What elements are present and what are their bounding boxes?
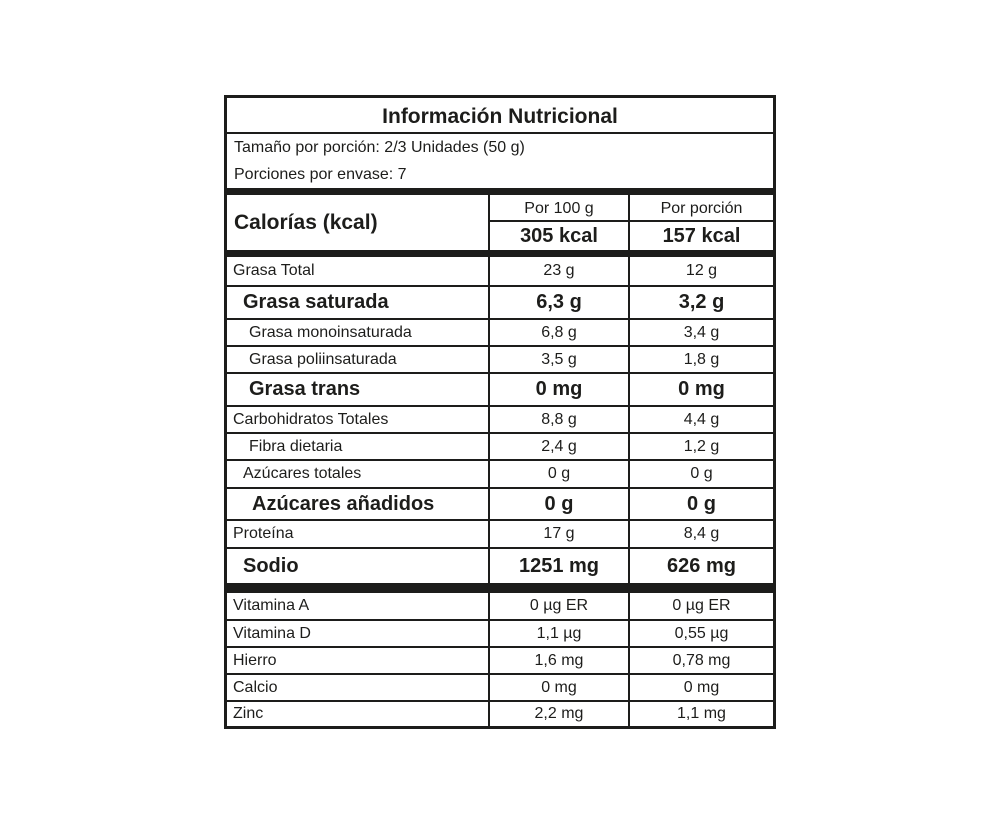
nutrient-name: Sodio [243,554,299,577]
vitamin-name: Calcio [233,678,278,696]
nutrient-row [227,374,773,407]
vitamin-per-100g: 0 mg [488,675,628,700]
nutrient-name: Grasa trans [249,378,361,400]
nutrient-per-serving: 1,2 g [628,434,773,459]
nutrient-per-serving: 0 g [628,489,773,519]
vitamin-name: Vitamina A [233,597,310,614]
nutrient-per-100g: 2,4 g [488,434,628,459]
vitamin-per-100g: 0 µg ER [488,593,628,619]
nutrient-name: Carbohidratos Totales [233,410,389,428]
calories-label: Calorías (kcal) [234,210,378,234]
vitamin-per-100g: 1,6 mg [488,648,628,673]
nutrient-row [227,434,773,461]
servings-per-container: Porciones por envase: 7 [234,166,407,183]
nutrient-per-serving: 0 mg [628,374,773,405]
nutrient-name: Grasa Total [233,262,315,279]
vitamin-row [227,621,773,648]
nutrient-per-100g: 6,8 g [488,320,628,345]
nutrient-per-serving: 4,4 g [628,407,773,432]
vitamin-row [227,702,773,726]
nutrient-row [227,347,773,374]
per-100g-header: Por 100 g [490,195,628,222]
nutrient-per-100g: 23 g [488,257,628,285]
nutrient-name: Proteína [233,525,294,542]
nutrient-name: Azúcares totales [243,465,362,482]
vitamin-name: Vitamina D [233,624,311,642]
nutrient-per-serving: 0 g [628,461,773,487]
vitamin-name: Hierro [233,651,277,669]
vitamin-per-serving: 0,78 mg [628,648,773,673]
nutrient-per-100g: 8,8 g [488,407,628,432]
nutrient-row [227,287,773,320]
vitamin-name: Zinc [233,705,264,722]
nutrient-per-100g: 0 mg [488,374,628,405]
nutrient-per-100g: 17 g [488,521,628,547]
per-100g-column [488,195,628,250]
calories-per-serving: 157 kcal [662,225,741,247]
nutrient-per-100g: 0 g [488,489,628,519]
vitamin-per-serving: 0 mg [628,675,773,700]
nutrient-row [227,407,773,434]
nutrient-name: Grasa poliinsaturada [249,350,397,368]
nutrient-per-serving: 12 g [628,257,773,285]
nutrient-per-100g: 0 g [488,461,628,487]
nutrient-row [227,549,773,583]
nutrient-per-serving: 3,4 g [628,320,773,345]
nutrient-name: Fibra dietaria [249,437,343,455]
nutrient-per-serving: 8,4 g [628,521,773,547]
vitamin-row [227,648,773,675]
nutrient-row [227,461,773,489]
nutrient-name: Azúcares añadidos [252,492,435,515]
thick-divider [227,250,773,257]
nutrient-row [227,320,773,347]
table-title: Información Nutricional [227,98,773,134]
nutrient-row [227,521,773,549]
thick-divider [227,188,773,195]
vitamin-row [227,675,773,702]
nutrient-per-serving: 1,8 g [628,347,773,372]
calories-row [227,195,773,250]
vitamin-per-serving: 1,1 mg [628,702,773,726]
nutrient-per-serving: 3,2 g [628,287,773,318]
per-serving-column [628,195,773,250]
vitamin-per-100g: 1,1 µg [488,621,628,646]
serving-size: Tamaño por porción: 2/3 Unidades (50 g) [234,139,525,156]
nutrient-name: Grasa monoinsaturada [249,323,412,341]
vitamin-per-serving: 0,55 µg [628,621,773,646]
nutrient-row [227,489,773,521]
per-serving-header: Por porción [630,195,773,222]
nutrient-per-100g: 1251 mg [488,549,628,583]
thick-divider [227,583,773,593]
nutrient-row [227,257,773,287]
calories-per-100g: 305 kcal [520,225,598,247]
vitamin-row [227,593,773,621]
nutrient-name: Grasa saturada [243,291,389,313]
nutrient-per-100g: 6,3 g [488,287,628,318]
nutrient-per-100g: 3,5 g [488,347,628,372]
vitamin-per-serving: 0 µg ER [628,593,773,619]
nutrition-facts-table [224,95,776,729]
nutrient-per-serving: 626 mg [628,549,773,583]
vitamin-per-100g: 2,2 mg [488,702,628,726]
